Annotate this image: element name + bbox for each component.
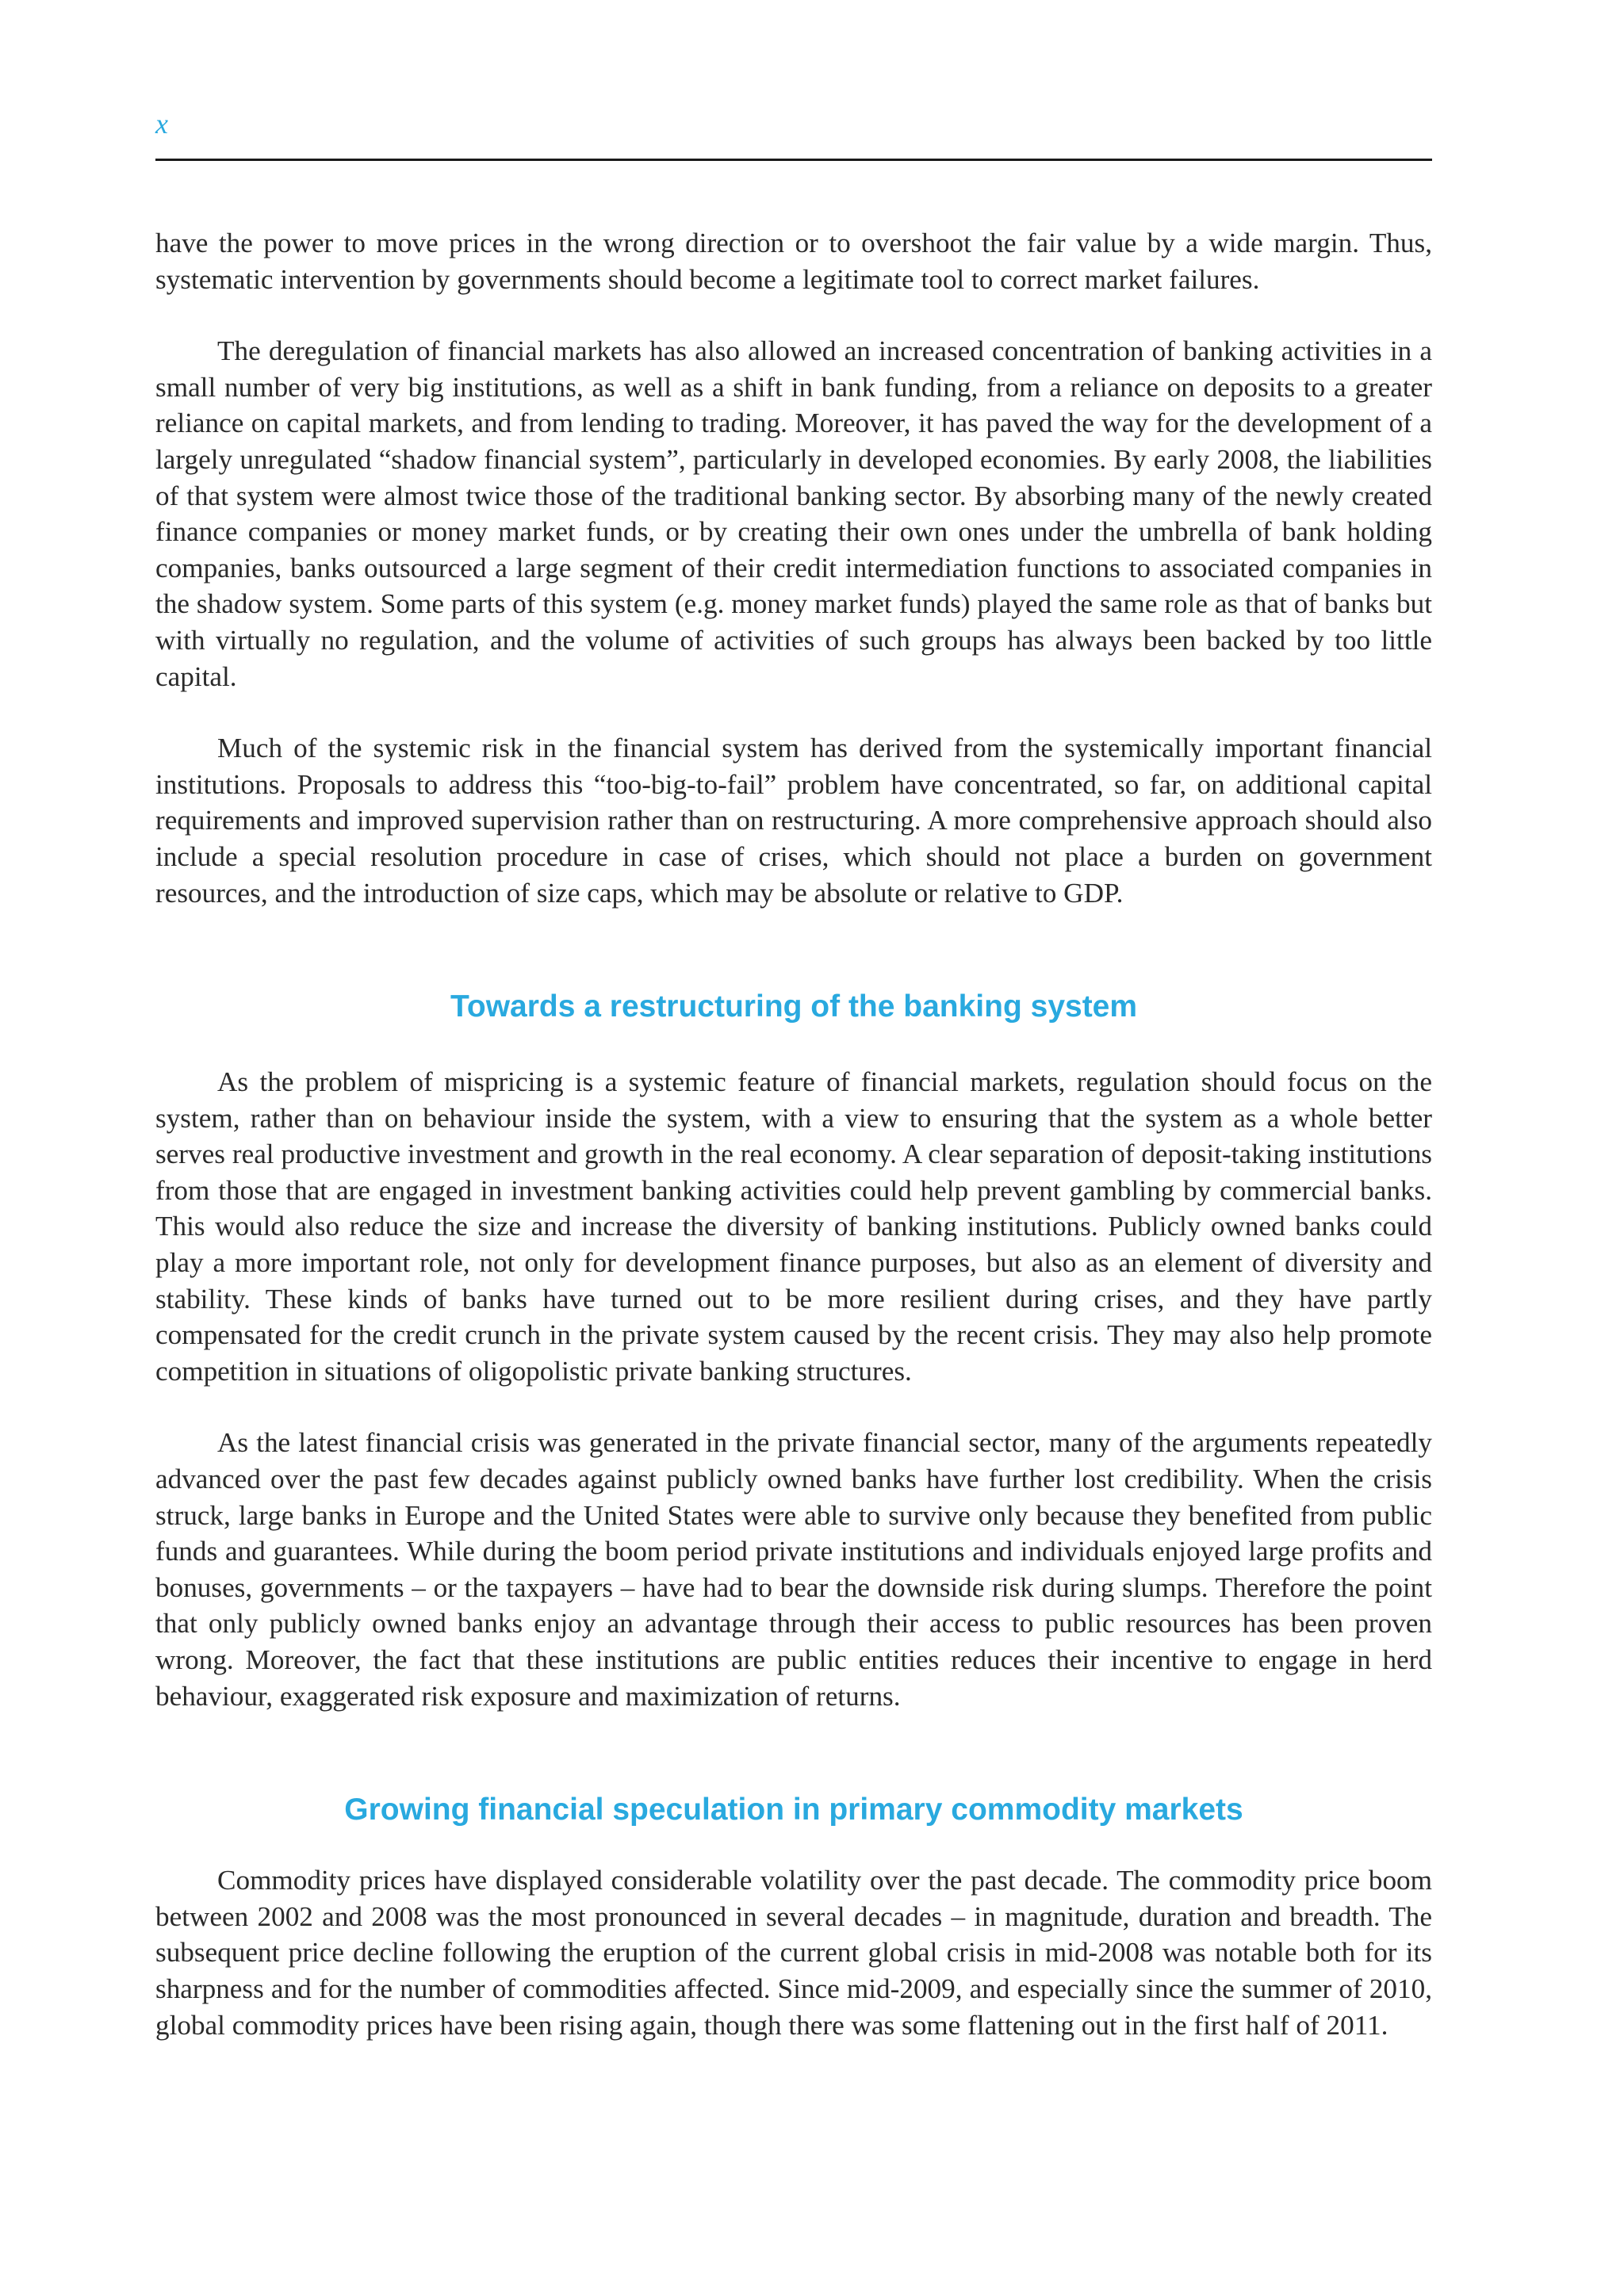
paragraph-systemic-risk: Much of the systemic risk in the financial system has derived from the systemically important financial institutions. Proposals to address this “too-big-to-fail” problem have concentrated, so far, on additional capital requirements and improved supervision rather than on restructuring. A more comprehensive approach should also include a special resolution procedure in case of crises, which should not place a burden on government resources, and the introduction of size caps, which may be absolute or relative to GDP.	[155, 733, 1432, 909]
page-number: x	[155, 108, 168, 140]
paragraph-public-banks: As the latest financial crisis was generated in the private financial sector, many of the arguments repeatedly advanced over the past few decades against publicly owned banks have further lost credibility. When the crisis struck, large banks in Europe and the United States were able to survive only because they benefited from public funds and guarantees. While during the boom period private institutions and individuals enjoyed large profits and bonuses, governments – or the taxpayers – have had to bear the downside risk during slumps. Therefore the point that only publicly owned banks enjoy an advantage through their access to public resources has been proven wrong. Moreover, the fact that these institutions are public entities reduces their incentive to engage in herd behaviour, exaggerated risk exposure and maximization of returns.	[155, 1427, 1432, 1712]
section-heading-commodity: Growing financial speculation in primary commodity markets	[344, 1793, 1243, 1827]
paragraph-mispricing: As the problem of mispricing is a systemic feature of financial markets, regulation should focus on the system, rather than on behaviour inside the system, with a view to ensuring that the system as a whole better serves real productive investment and growth in the real economy. A clear separation of deposit-taking institutions from those that are engaged in investment banking activities could help prevent gambling by commercial banks. This would also reduce the size and increase the diversity of banking institutions. Publicly owned banks could play a more important role, not only for development finance purposes, but also as an element of diversity and stability. These kinds of banks have turned out to be more resilient during crises, and they have partly compensated for the credit crunch in the private system caused by the recent crisis. They may also help promote competition in situations of oligopolistic private banking structures.	[155, 1066, 1432, 1387]
body-text	[155, 225, 1432, 2043]
section-heading-banking: Towards a restructuring of the banking system	[450, 989, 1138, 1024]
paragraph-commodity-prices: Commodity prices have displayed considerable volatility over the past decade. The commodity price boom between 2002 and 2008 was the most pronounced in several decades – in magnitude, duration and breadth. The subsequent price decline following the eruption of the current global crisis in mid-2008 was notable both for its sharpness and for the number of commodities affected. Since mid-2009, and especially since the summer of 2010, global commodity prices have been rising again, though there was some flattening out in the first half of 2011.	[155, 1865, 1432, 2041]
header-rule	[155, 159, 1432, 161]
paragraph-deregulation: The deregulation of financial markets has also allowed an increased concentration of banking activities in a small number of very big institutions, as well as a shift in bank funding, from a reliance on deposits to a greater reliance on capital markets, and from lending to trading. Moreover, it has paved the way for the development of a largely unregulated “shadow financial system”, particularly in developed economies. By early 2008, the liabilities of that system were almost twice those of the traditional banking sector. By absorbing many of the newly created finance companies or money market funds, or by creating their own ones under the umbrella of bank holding companies, banks outsourced a large segment of their credit intermediation functions to associated companies in the shadow system. Some parts of this system (e.g. money market funds) played the same role as that of banks but with virtually no regulation, and the volume of activities of such groups has always been backed by too little capital.	[155, 335, 1432, 692]
paragraph-continuation: have the power to move prices in the wrong direction or to overshoot the fair value by a wide margin. Thus, systematic intervention by governments should become a legitimate tool to correct market failures.	[155, 228, 1432, 295]
